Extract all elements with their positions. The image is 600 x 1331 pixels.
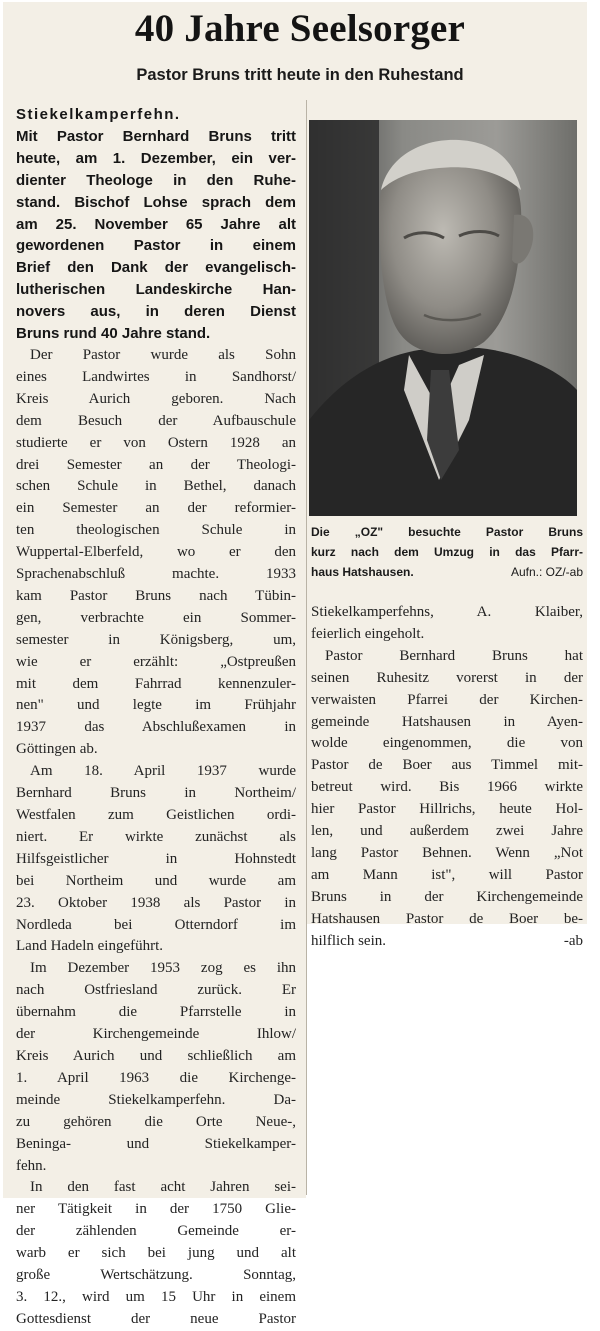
headline: 40 Jahre Seelsorger bbox=[134, 7, 466, 50]
body-line: nach Ostfriesland zurück. Er bbox=[16, 982, 296, 999]
body-line: meinde Stiekelkamperfehn. Da- bbox=[16, 1091, 296, 1108]
body-line: gen, verbrachte ein Sommer- bbox=[16, 609, 296, 626]
lead-line: Mit Pastor Bernhard Bruns tritt bbox=[16, 127, 296, 145]
body-line: nen" und legte im Frühjahr bbox=[16, 697, 296, 714]
body-line: Hilfsgeistlicher in Hohnstedt bbox=[16, 850, 296, 867]
body-line: Kreis Aurich geboren. Nach bbox=[16, 390, 296, 407]
body-line: übernahm die Pfarrstelle in bbox=[16, 1004, 296, 1021]
body-line: studierte er von Ostern 1928 an bbox=[16, 434, 296, 451]
body-line: Stiekelkamperfehns, A. Klaiber, bbox=[311, 604, 583, 620]
body-line: niert. Er wirkte zunächst als bbox=[16, 828, 296, 845]
body-line: len, und außerdem zwei Jahre bbox=[311, 823, 583, 840]
body-line: 1937 das Abschlußexamen in bbox=[16, 719, 296, 736]
body-line: Wuppertal-Elberfeld, wo er den bbox=[16, 544, 296, 561]
body-line: mit dem Fahrrad kennenzuler- bbox=[16, 675, 296, 692]
portrait-photo bbox=[309, 120, 577, 516]
body-line: schen Schule in Bethel, danach bbox=[16, 478, 296, 495]
body-line: Nordleda bei Otterndorf im bbox=[16, 916, 296, 933]
body-last-text: hilflich sein. bbox=[311, 932, 386, 949]
body-line: gemeinde Hatshausen in Ayen- bbox=[311, 713, 583, 730]
body-line: verwaisten Pfarrei der Kirchen- bbox=[311, 691, 583, 708]
article-column-right bbox=[311, 602, 583, 949]
lead-paragraph bbox=[16, 104, 296, 345]
body-line: wolde eingenommen, die von bbox=[311, 735, 583, 752]
body-line: fehn. bbox=[16, 1157, 47, 1174]
body-line: Beninga- und Stiekelkamper- bbox=[16, 1135, 296, 1152]
body-line: Westfalen zum Geistlichen ordi- bbox=[16, 807, 296, 823]
author-signature: -ab bbox=[563, 932, 583, 949]
column-divider bbox=[306, 100, 307, 1195]
body-line: betreut wird. Bis 1966 wirkte bbox=[311, 779, 583, 796]
body-line: semester in Königsberg, um, bbox=[16, 631, 296, 648]
body-line: In den fast acht Jahren sei- bbox=[30, 1179, 296, 1196]
lead-line: Bruns rund 40 Jahre stand. bbox=[16, 325, 211, 343]
portrait-photo-image bbox=[309, 120, 577, 516]
body-line: der Kirchengemeinde Ihlow/ bbox=[16, 1026, 296, 1043]
lead-line: Brief den Dank der evangelisch- bbox=[16, 259, 296, 277]
body-line: Bruns in der Kirchengemeinde bbox=[311, 888, 583, 905]
body-line: Am 18. April 1937 wurde bbox=[30, 763, 296, 780]
body-line: Pastor de Boer aus Timmel mit- bbox=[311, 757, 583, 774]
body-line: kam Pastor Bruns nach Tübin- bbox=[16, 587, 296, 604]
body-line: Göttingen ab. bbox=[16, 741, 98, 758]
body-line: Bernhard Bruns in Northeim/ bbox=[16, 785, 296, 802]
body-line: große Wertschätzung. Sonntag, bbox=[16, 1267, 296, 1284]
body-paragraphs bbox=[16, 345, 296, 1331]
body-line: Der Pastor wurde als Sohn bbox=[30, 346, 296, 363]
body-line: lang Pastor Behnen. Wenn „Not bbox=[311, 844, 583, 861]
lead-line: lutherischen Landeskirche Han- bbox=[16, 281, 296, 299]
body-line: Hatshausen Pastor de Boer be- bbox=[311, 910, 583, 927]
lead-line: stand. Bischof Lohse sprach dem bbox=[16, 193, 296, 211]
body-line: 23. Oktober 1938 als Pastor in bbox=[16, 894, 296, 911]
lead-line: Stiekelkamperfehn. bbox=[16, 106, 181, 123]
body-line: am Mann ist", will Pastor bbox=[311, 866, 583, 883]
lead-line: heute, am 1. Dezember, ein ver- bbox=[16, 149, 296, 167]
article-column-left bbox=[16, 104, 296, 1327]
body-line: ein Semester an der reformier- bbox=[16, 500, 296, 517]
caption-line: kurz nach dem Umzug in das Pfarr- bbox=[311, 545, 583, 559]
body-line: Kreis Aurich und schließlich am bbox=[16, 1047, 296, 1064]
body-line: Gottesdienst der neue Pastor bbox=[16, 1310, 296, 1327]
body-line: Im Dezember 1953 zog es ihn bbox=[30, 960, 296, 977]
lead-line: novers aus, in deren Dienst bbox=[16, 303, 296, 321]
body-line: drei Semester an der Theologi- bbox=[16, 456, 296, 473]
caption-line: Die „OZ" besuchte Pastor Bruns bbox=[311, 525, 583, 539]
body-line: eines Landwirtes in Sandhorst/ bbox=[16, 368, 296, 385]
body-line: bei Northeim und wurde am bbox=[16, 872, 296, 889]
body-line: wie er erzählt: „Ostpreußen bbox=[16, 653, 296, 670]
body-line: dem Besuch der Aufbauschule bbox=[16, 412, 296, 429]
caption-text: haus Hatshausen. bbox=[311, 565, 414, 579]
body-line bbox=[311, 931, 583, 953]
lead-line: am 25. November 65 Jahre alt bbox=[16, 215, 296, 233]
body-line: zu gehören die Orte Neue-, bbox=[16, 1113, 296, 1130]
lead-line: gewordenen Pastor in einem bbox=[16, 237, 296, 255]
body-line: 1. April 1963 die Kirchenge- bbox=[16, 1069, 296, 1086]
background bbox=[306, 924, 600, 1205]
body-line: der zählenden Gemeinde er- bbox=[16, 1223, 296, 1240]
photo-caption bbox=[311, 522, 583, 582]
body-line: ner Tätigkeit in der 1750 Glie- bbox=[16, 1201, 296, 1218]
body-line: Land Hadeln eingeführt. bbox=[16, 938, 164, 955]
body-line: hier Pastor Hillrichs, heute Hol- bbox=[311, 801, 583, 818]
body-line: warb er sich bei jung und alt bbox=[16, 1245, 296, 1262]
photo-credit: Aufn.: OZ/-ab bbox=[510, 565, 583, 579]
lead-line: dienter Theologe in den Ruhe- bbox=[16, 171, 296, 189]
body-line: Pastor Bernhard Bruns hat bbox=[325, 647, 583, 664]
body-line: ten theologischen Schule in bbox=[16, 522, 296, 539]
body-line: feierlich eingeholt. bbox=[311, 625, 425, 642]
subheadline: Pastor Bruns tritt heute in den Ruhestand bbox=[136, 66, 464, 84]
caption-line bbox=[311, 562, 583, 582]
body-line: Sprachenabschluß machte. 1933 bbox=[16, 566, 296, 583]
body-line: 3. 12., wird um 15 Uhr in einem bbox=[16, 1288, 296, 1305]
body-line: seinen Ruhesitz vorerst in der bbox=[311, 669, 583, 686]
